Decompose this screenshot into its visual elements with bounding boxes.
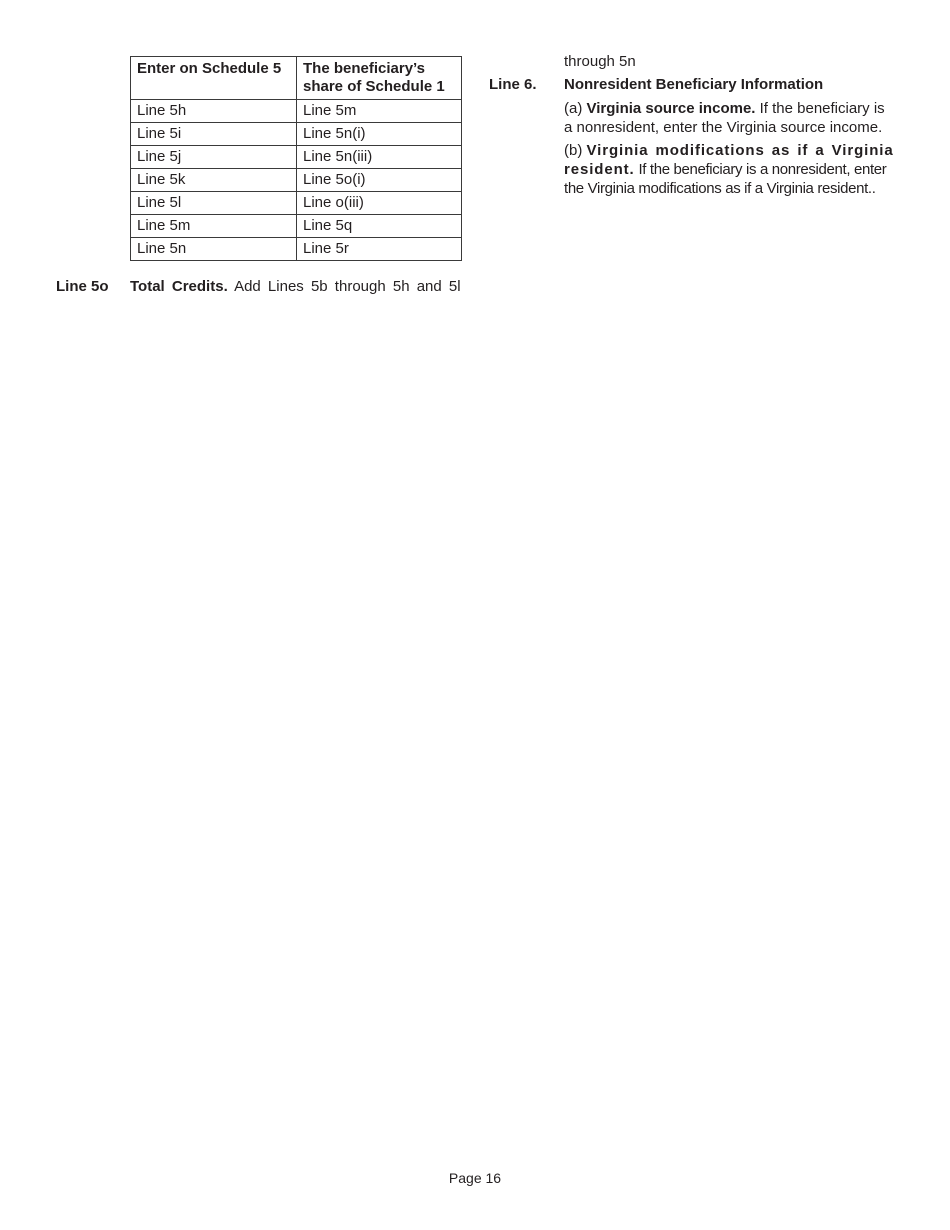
line-5o-continued: through 5n: [564, 53, 636, 70]
schedule-mapping-table: [130, 56, 462, 261]
table-cell: Line 5n(iii): [297, 146, 462, 169]
table-cell: Line 5m: [297, 100, 462, 123]
table-row: [131, 215, 462, 238]
line-5o-instruction: [130, 278, 462, 296]
line-6-title: Nonresident Beneficiary Information: [564, 76, 824, 93]
line-5o-label: Line 5o: [56, 278, 109, 295]
table-row: [131, 146, 462, 169]
table-cell: Line 5q: [297, 215, 462, 238]
table-cell: Line 5o(i): [297, 169, 462, 192]
table-row: [131, 192, 462, 215]
line-5o-title: Total Credits.: [130, 278, 228, 295]
line-5o-text: Add Lines 5b through 5h and 5l: [227, 278, 461, 295]
line-6-paragraph-b: [564, 141, 895, 198]
paragraph-a-prefix: (a): [564, 100, 587, 117]
table-cell: Line 5j: [131, 146, 297, 169]
table-cell: Line 5r: [297, 238, 462, 261]
table-cell: Line 5n: [131, 238, 297, 261]
line-6-paragraph-a: [564, 99, 895, 137]
page-number: Page 16: [448, 1170, 502, 1186]
table-cell: Line 5k: [131, 169, 297, 192]
line-6-label: Line 6.: [489, 76, 537, 93]
table-cell: Line 5m: [131, 215, 297, 238]
paragraph-b-title: Virginia modifications as if a Virginia resident.: [564, 142, 894, 178]
paragraph-a-text: If the beneficiary is a nonresident, enter the Virginia source income.: [564, 100, 885, 136]
paragraph-a-title: Virginia source income.: [586, 100, 756, 117]
table-row: [131, 169, 462, 192]
table-cell: Line 5l: [131, 192, 297, 215]
table-header-row: [131, 57, 462, 100]
table-cell: Line 5h: [131, 100, 297, 123]
table-cell: Line 5n(i): [297, 123, 462, 146]
paragraph-b-prefix: (b): [564, 142, 587, 159]
table-row: [131, 100, 462, 123]
table-row: [131, 123, 462, 146]
table-row: [131, 238, 462, 261]
table-cell: Line 5i: [131, 123, 297, 146]
paragraph-b-text: If the beneficiary is a nonresident, enter the Virginia modifications as if a Virginia resident..: [564, 161, 887, 197]
column-header-schedule-5: Enter on Schedule 5: [131, 57, 297, 100]
table-cell: Line o(iii): [297, 192, 462, 215]
column-header-schedule-1: The beneficiary’s share of Schedule 1: [297, 57, 462, 100]
